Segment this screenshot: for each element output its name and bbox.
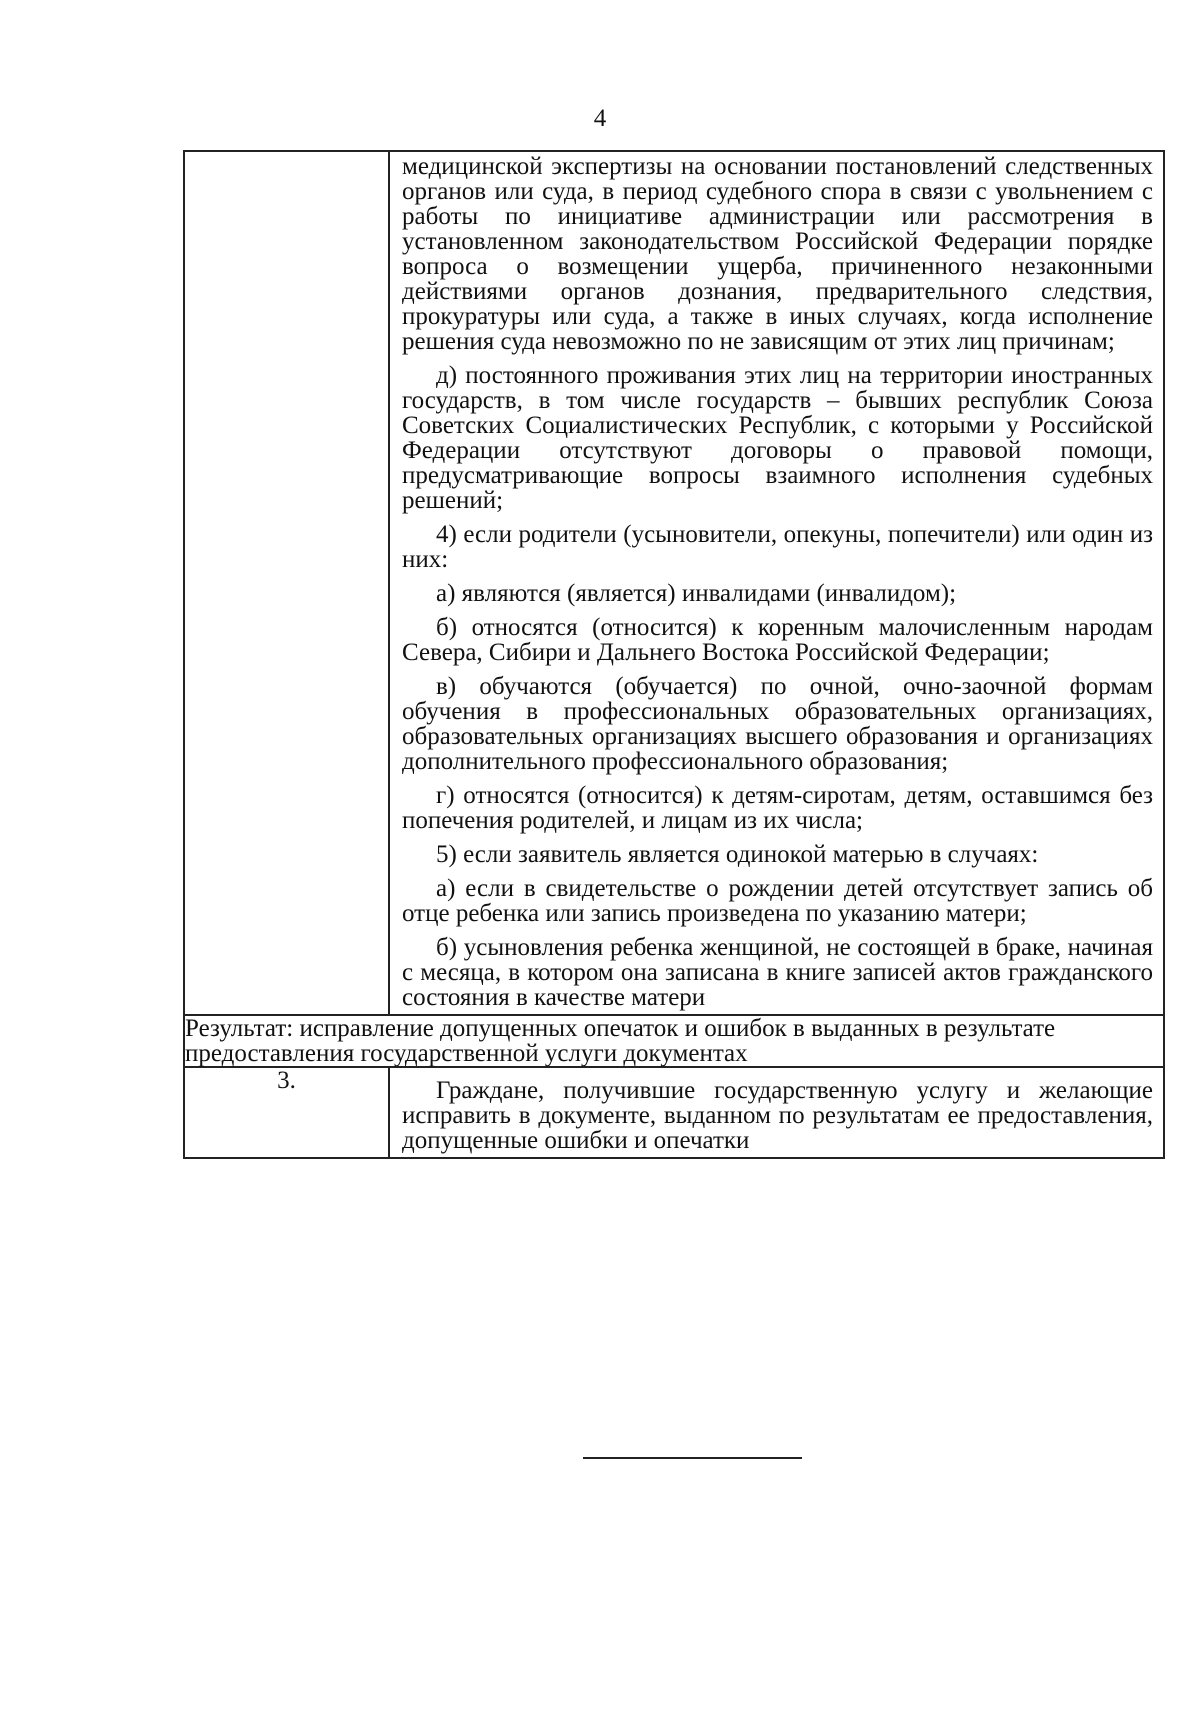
paragraph-4b: б) относятся (относится) к коренным малочисленным народам Севера, Сибири и Дальнего Востока Российской Федерации; — [402, 614, 1153, 666]
paragraph-d: д) постоянного проживания этих лиц на территории иностранных государств, в том числе государств – бывших республик Союза Советских Социалистических Республик, с которыми у Российской Федерации отсутствуют договоры о правовой помощи, предусматривающие вопросы взаимного исполнения судебных решений; — [402, 362, 1153, 514]
table-row — [184, 1067, 1164, 1158]
paragraph-4g: г) относятся (относится) к детям-сиротам, детям, оставшимся без попечения родителей, и лицам из их числа; — [402, 782, 1153, 834]
result-text: исправление допущенных опечаток и ошибок в выданных в результате предоставления государственной услуги документах — [185, 1015, 1056, 1067]
paragraph-4v: в) обучаются (обучается) по очной, очно-заочной формам обучения в профессиональных образовательных организациях, образовательных организациях высшего образования и организациях дополнительного профессионального образования; — [402, 673, 1153, 775]
page-number: 4 — [593, 105, 607, 132]
table-cell-empty — [184, 151, 389, 1015]
paragraph-4a: а) являются (является) инвалидами (инвалидом); — [436, 580, 957, 607]
end-of-document-rule — [583, 1457, 802, 1459]
result-label: Результат: — [185, 1015, 294, 1042]
paragraph-continued: медицинской экспертизы на основании постановлений следственных органов или суда, в период судебного спора в связи с увольнением с работы по инициативе администрации или рассмотрения в установленном законодательством Российской Федерации порядке вопроса о возмещении ущерба, причиненного незаконными действиями органов дознания, предварительного следствия, прокуратуры или суда, а также в иных случаях, когда исполнение решения суда невозможно по не зависящим от этих лиц причинам; — [402, 153, 1153, 355]
document-table — [183, 150, 1165, 1159]
table-row — [184, 151, 1164, 1015]
result-cell — [184, 1015, 1164, 1067]
result-row — [184, 1015, 1164, 1067]
paragraph-4: 4) если родители (усыновители, опекуны, попечители) или один из них: — [402, 521, 1153, 573]
row-number: 3. — [184, 1067, 389, 1158]
paragraph-5b: б) усыновления ребенка женщиной, не состоящей в браке, начиная с месяца, в котором она записана в книге записей актов гражданского состояния в качестве матери — [402, 934, 1153, 1011]
paragraph-applicants: Граждане, получившие государственную услугу и желающие исправить в документе, выданном по результатам ее предоставления, допущенные ошибки и опечатки — [402, 1077, 1153, 1154]
paragraph-5a: а) если в свидетельстве о рождении детей отсутствует запись об отце ребенка или запись произведена по указанию матери; — [402, 875, 1153, 927]
table-cell-conditions — [389, 151, 1164, 1015]
paragraph-5: 5) если заявитель является одинокой матерью в случаях: — [436, 841, 1039, 868]
table-cell-applicants — [389, 1067, 1164, 1158]
